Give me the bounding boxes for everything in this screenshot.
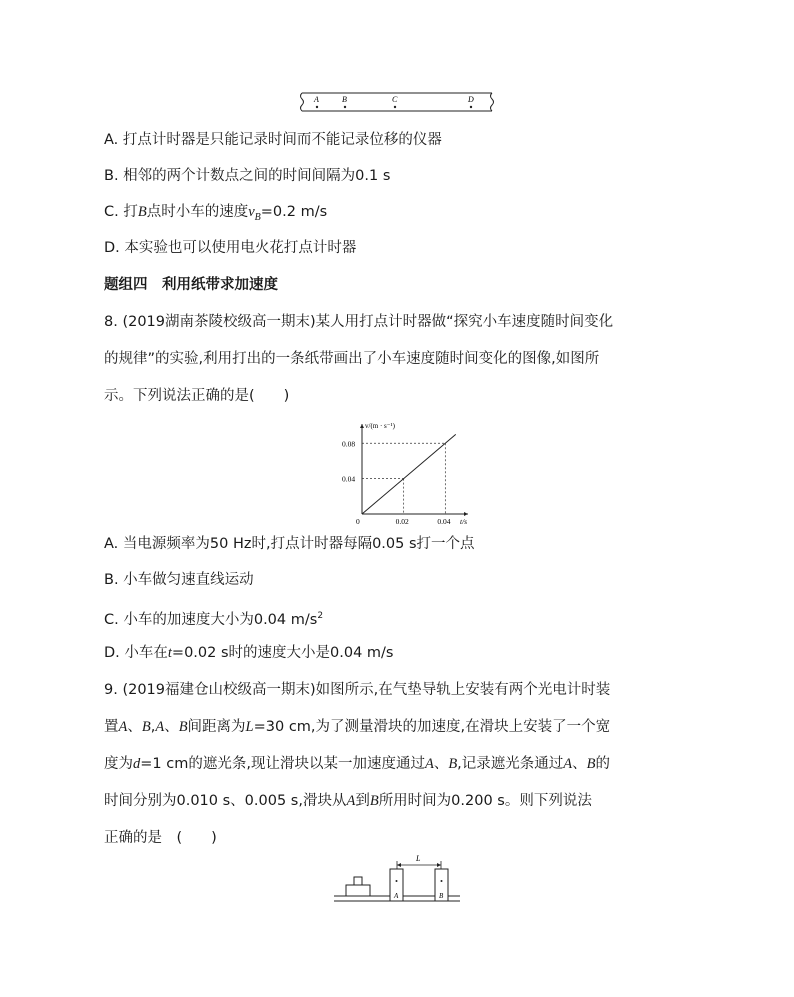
q8-option-a: A. 当电源频率为50 Hz时,打点计时器每隔0.05 s打一个点 xyxy=(104,536,475,552)
tape-label-c: C xyxy=(392,95,398,104)
origin-label: 0 xyxy=(356,517,360,526)
q7-option-d: D. 本实验也可以使用电火花打点计时器 xyxy=(104,240,357,256)
y-axis-label: v/(m · s⁻¹) xyxy=(365,422,395,430)
gate-b-dot xyxy=(441,880,443,882)
slider-block xyxy=(346,885,370,896)
section-heading: 题组四 利用纸带求加速度 xyxy=(104,277,278,293)
series-line-0 xyxy=(362,434,456,514)
gate-a-label: A xyxy=(394,892,399,900)
x-axis-label: t/s xyxy=(460,517,468,526)
tape-dot-c xyxy=(394,106,396,108)
velocity-time-chart xyxy=(330,420,480,528)
x-axis-arrow xyxy=(464,512,468,516)
q9-stem-line-3: 度为d=1 cm的遮光条,现让滑块以某一加速度通过A、B,记录遮光条通过A、B的 xyxy=(104,756,610,772)
q7-option-b: B. 相邻的两个计数点之间的时间间隔为0.1 s xyxy=(104,168,391,184)
q9-stem-line-2: 置A、B,A、B间距离为L=30 cm,为了测量滑块的加速度,在滑块上安装了一个宽 xyxy=(104,719,611,735)
x-tick-label-0: 0.02 xyxy=(395,517,409,526)
q8-stem-line-1: 8. (2019湖南茶陵校级高一期末)某人用打点计时器做“探究小车速度随时间变化 xyxy=(104,314,614,330)
tape-label-b: B xyxy=(342,95,347,104)
gate-b-label: B xyxy=(439,892,444,900)
tape-dot-a xyxy=(316,106,318,108)
q7-option-c: C. 打B点时小车的速度$v_B=0.2$ m/s xyxy=(104,204,328,223)
tape-label-d: D xyxy=(468,95,474,104)
tape-dot-d xyxy=(470,106,472,108)
tape-label-a: A xyxy=(314,95,319,104)
q8-option-b: B. 小车做匀速直线运动 xyxy=(104,572,254,588)
paper-tape-figure xyxy=(296,90,496,114)
air-track-figure xyxy=(334,852,466,904)
y-tick-label-0: 0.04 xyxy=(342,474,356,484)
tape-dot-b xyxy=(344,106,346,108)
q8-stem-line-2: 的规律”的实验,利用打出的一条纸带画出了小车速度随时间变化的图像,如图所 xyxy=(104,351,600,367)
gate-a-dot xyxy=(396,880,398,882)
y-tick-label-1: 0.08 xyxy=(342,439,356,449)
slider-flag xyxy=(354,877,362,885)
q9-stem-line-5: 正确的是 ( ) xyxy=(104,830,217,846)
x-tick-label-1: 0.04 xyxy=(437,517,451,526)
q9-stem-line-4: 时间分别为0.010 s、0.005 s,滑块从A到B所用时间为0.200 s。则下列说法 xyxy=(104,793,592,809)
q7-option-a: A. 打点计时器是只能记录时间而不能记录位移的仪器 xyxy=(104,132,442,148)
q9-stem-line-1: 9. (2019福建仓山校级高一期末)如图所示,在气垫导轨上安装有两个光电计时装 xyxy=(104,682,611,698)
q8-stem-line-3: 示。下列说法正确的是( ) xyxy=(104,388,290,404)
distance-label: L xyxy=(416,854,421,863)
y-axis-arrow xyxy=(360,424,364,428)
q8-option-c: C. 小车的加速度大小为0.04 $m/s^2$ xyxy=(104,611,324,628)
q8-option-d: D. 小车在t=0.02 s时的速度大小是0.04 m/s xyxy=(104,645,394,661)
